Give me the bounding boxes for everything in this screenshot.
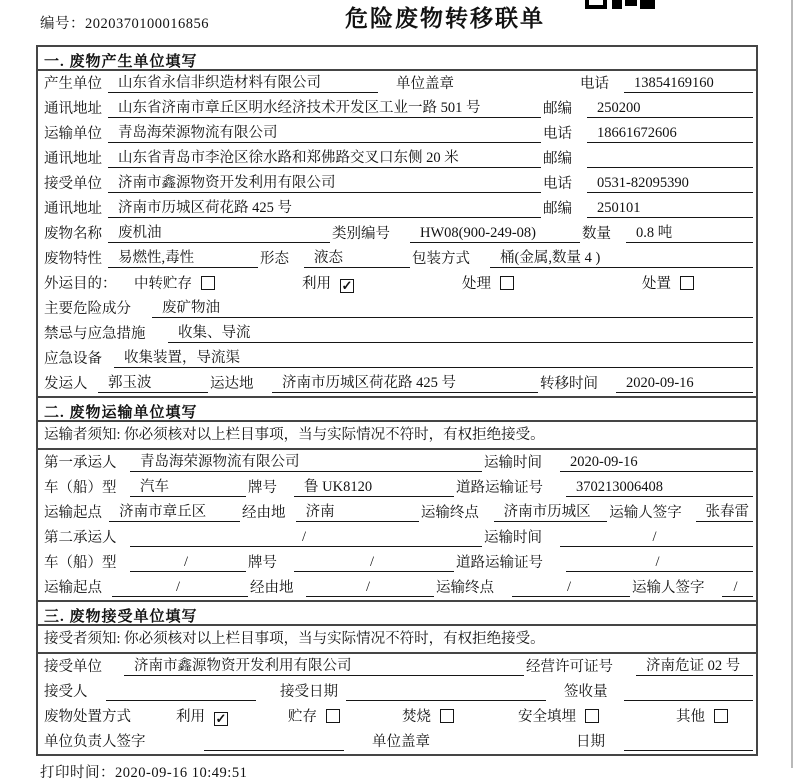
document-header: [0, 0, 796, 45]
qr-block: [625, 0, 637, 6]
field-value: /: [130, 553, 246, 572]
field-value: 18661672606: [587, 124, 753, 143]
form-row: [38, 371, 756, 396]
field-value: 桶(金属,数量 4 ): [490, 249, 753, 268]
checkbox-label: 其他: [676, 709, 705, 725]
field-value: 济南市历城区荷花路 425 号: [108, 199, 541, 218]
form-row: [38, 500, 756, 525]
field-label: 废物特性: [44, 251, 102, 267]
field-label: 牌号: [248, 480, 277, 496]
page-title: 危险废物转移联单: [345, 6, 545, 31]
serial-value: 2020370100016856: [85, 16, 209, 32]
form-row: [38, 196, 756, 221]
field-label: 接受单位: [44, 176, 102, 192]
field-label: 发运人: [44, 376, 88, 392]
field-value: /: [512, 578, 630, 597]
form-row: [38, 296, 756, 321]
static-text: 单位盖章: [396, 76, 454, 92]
field-label: 接受日期: [280, 684, 338, 700]
checkbox-field: [518, 708, 676, 726]
checkbox-label: 中转贮存: [134, 276, 192, 292]
field-label: 运输人签字: [609, 505, 682, 521]
field-label: 形态: [260, 251, 289, 267]
checkbox-label: 利用: [302, 276, 331, 292]
blank-field: [624, 733, 753, 751]
field-value: 济南: [296, 503, 419, 522]
checkbox-unchecked-icon: [201, 276, 215, 290]
checkbox-unchecked-icon: [440, 709, 454, 723]
field-label: 第一承运人: [44, 455, 117, 471]
field-value: 收集装置，导流渠: [114, 349, 753, 368]
form-row: [38, 246, 756, 271]
checkbox-label: 贮存: [288, 709, 317, 725]
blank-field: [346, 683, 546, 701]
field-value: /: [294, 553, 454, 572]
form-row: [38, 525, 756, 550]
form-row: [38, 550, 756, 575]
checkbox-field: [302, 275, 462, 293]
print-time-value: 2020-09-16 10:49:51: [115, 765, 248, 781]
field-value: 13854169160: [624, 74, 753, 93]
serial-label: 编号：: [40, 16, 85, 32]
field-value: 济南市鑫源物资开发利用有限公司: [124, 657, 524, 676]
checkbox-field: [134, 275, 302, 293]
field-value: 济南市历城区荷花路 425 号: [272, 374, 538, 393]
field-label: 电话: [543, 176, 572, 192]
form-row: [38, 171, 756, 196]
field-value: 郭玉波: [98, 374, 208, 393]
field-label: 邮编: [543, 151, 572, 167]
field-label: 运输单位: [44, 126, 102, 142]
checkbox-label: 利用: [176, 709, 205, 725]
print-time: [40, 761, 796, 782]
qr-code-fragment-icon: [585, 0, 655, 9]
blank-field: [587, 150, 753, 168]
field-value: 山东省永信非织造材料有限公司: [108, 74, 378, 93]
field-label: 运输时间: [484, 530, 542, 546]
field-value: 液态: [304, 249, 410, 268]
section-producer: [38, 47, 756, 396]
form-row: [38, 346, 756, 371]
form-row: [38, 679, 756, 704]
form-row: [38, 271, 756, 296]
checkbox-checked-icon: ✓: [215, 711, 227, 726]
form-row: [38, 575, 756, 600]
section-transporter: [38, 396, 756, 600]
checkbox-field: [288, 708, 402, 726]
blank-field: [106, 683, 256, 701]
field-label: 车（船）型: [44, 480, 117, 496]
form-row: [38, 121, 756, 146]
field-value: /: [566, 553, 753, 572]
field-value: 废机油: [108, 224, 330, 243]
field-value: /: [130, 528, 482, 547]
field-label: 道路运输证号: [456, 555, 543, 571]
form-row: [38, 221, 756, 246]
field-label: 日期: [576, 734, 605, 750]
qr-block: [585, 0, 607, 9]
field-label: 车（船）型: [44, 555, 117, 571]
field-label: 经由地: [242, 505, 286, 521]
field-value: HW08(900-249-08): [410, 224, 580, 243]
page-edge-line: [791, 0, 793, 768]
form-row: [38, 450, 756, 475]
field-label: 运输起点: [44, 505, 102, 521]
field-label: 道路运输证号: [456, 480, 543, 496]
field-label: 运输时间: [484, 455, 542, 471]
field-value: 废矿物油: [152, 299, 753, 318]
checkbox-field: [142, 708, 288, 726]
field-value: 济南市鑫源物资开发利用有限公司: [108, 174, 541, 193]
field-label: 运输终点: [420, 505, 479, 521]
checkbox-label: 焚烧: [402, 709, 431, 725]
field-value: /: [560, 528, 753, 547]
field-label: 类别编号: [332, 226, 390, 242]
field-label: 废物处置方式: [44, 709, 131, 725]
field-label: 单位负责人签字: [44, 734, 146, 750]
field-label: 电话: [543, 126, 572, 142]
field-value: 济南市历城区: [494, 503, 608, 522]
field-label: 转移时间: [540, 376, 598, 392]
checkbox-unchecked-icon: [585, 709, 599, 723]
field-value: /: [306, 578, 434, 597]
notice-row: [38, 626, 756, 654]
form-row: [38, 704, 756, 729]
checkbox-unchecked-icon: [714, 709, 728, 723]
field-value: 0.8 吨: [626, 224, 753, 243]
field-value: 济南市章丘区: [109, 503, 240, 522]
field-value: 张春雷: [696, 503, 754, 522]
field-value: 250200: [587, 99, 753, 118]
section-title: 二. 废物运输单位填写: [38, 398, 756, 422]
field-value: 250101: [587, 199, 753, 218]
checkbox-field: [462, 275, 642, 293]
checkbox-label: 处理: [462, 276, 491, 292]
checkbox-unchecked-icon: [326, 709, 340, 723]
field-label: 接受单位: [44, 659, 102, 675]
field-value: 汽车: [130, 478, 246, 497]
field-value: 山东省济南市章丘区明水经济技术开发区工业一路 501 号: [108, 99, 541, 118]
field-label: 第二承运人: [44, 530, 117, 546]
field-label: 废物名称: [44, 226, 102, 242]
field-label: 通讯地址: [44, 151, 102, 167]
checkbox-field: [676, 708, 753, 726]
field-label: 主要危险成分: [44, 301, 131, 317]
field-label: 外运目的：: [44, 276, 117, 292]
field-value: 鲁 UK8120: [294, 478, 454, 497]
field-label: 包装方式: [412, 251, 470, 267]
section-title: 一. 废物产生单位填写: [38, 47, 756, 71]
form-row: [38, 146, 756, 171]
form-row: [38, 96, 756, 121]
qr-block: [612, 0, 622, 9]
static-text: 单位盖章: [372, 734, 430, 750]
field-label: 通讯地址: [44, 101, 102, 117]
field-label: 接受人: [44, 684, 88, 700]
blank-field: [204, 733, 344, 751]
field-value: 青岛海荣源物流有限公司: [130, 453, 482, 472]
field-label: 经营许可证号: [526, 659, 613, 675]
form-row: [38, 71, 756, 96]
field-label: 运输人签字: [632, 580, 705, 596]
manifest-form: [36, 45, 758, 756]
checkbox-field: [642, 275, 753, 293]
field-label: 运输终点: [436, 580, 494, 596]
print-time-label: 打印时间：: [40, 765, 115, 781]
field-label: 签收量: [564, 684, 608, 700]
qr-block: [640, 0, 655, 9]
checkbox-label: 安全填埋: [518, 709, 576, 725]
form-row: [38, 321, 756, 346]
field-label: 运达地: [210, 376, 254, 392]
static-text: 运输者须知: 你必须核对以上栏目事项，当与实际情况不符时，有权拒绝接受。: [44, 427, 545, 443]
checkbox-checked-icon: ✓: [341, 278, 353, 293]
field-label: 邮编: [543, 201, 572, 217]
checkbox-unchecked-icon: [680, 276, 694, 290]
section-receiver: [38, 600, 756, 754]
static-text: 接受者须知: 你必须核对以上栏目事项，当与实际情况不符时，有权拒绝接受。: [44, 631, 545, 647]
field-value: 易燃性,毒性: [108, 249, 258, 268]
serial-number: [40, 12, 209, 33]
section-title: 三. 废物接受单位填写: [38, 602, 756, 626]
checkbox-field: [402, 708, 518, 726]
field-value: /: [112, 578, 248, 597]
field-value: /: [722, 578, 753, 597]
field-label: 禁忌与应急措施: [44, 326, 146, 342]
form-row: [38, 729, 756, 754]
field-label: 应急设备: [44, 351, 102, 367]
field-value: 山东省青岛市李沧区徐水路和郑佛路交叉口东侧 20 米: [108, 149, 541, 168]
field-label: 产生单位: [44, 76, 102, 92]
field-label: 数量: [582, 226, 611, 242]
field-label: 通讯地址: [44, 201, 102, 217]
form-row: [38, 475, 756, 500]
field-value: 0531-82095390: [587, 174, 753, 193]
field-value: 2020-09-16: [560, 453, 753, 472]
field-label: 牌号: [248, 555, 277, 571]
field-label: 经由地: [250, 580, 294, 596]
form-row: [38, 654, 756, 679]
field-label: 运输起点: [44, 580, 102, 596]
checkbox-unchecked-icon: [500, 276, 514, 290]
field-value: 青岛海荣源物流有限公司: [108, 124, 541, 143]
checkbox-label: 处置: [642, 276, 671, 292]
notice-row: [38, 422, 756, 450]
field-value: 济南危证 02 号: [636, 657, 753, 676]
field-value: 2020-09-16: [616, 374, 753, 393]
field-value: 收集、导流: [168, 324, 753, 343]
field-label: 电话: [580, 76, 609, 92]
field-value: 370213006408: [566, 478, 753, 497]
field-label: 邮编: [543, 101, 572, 117]
blank-field: [624, 683, 753, 701]
